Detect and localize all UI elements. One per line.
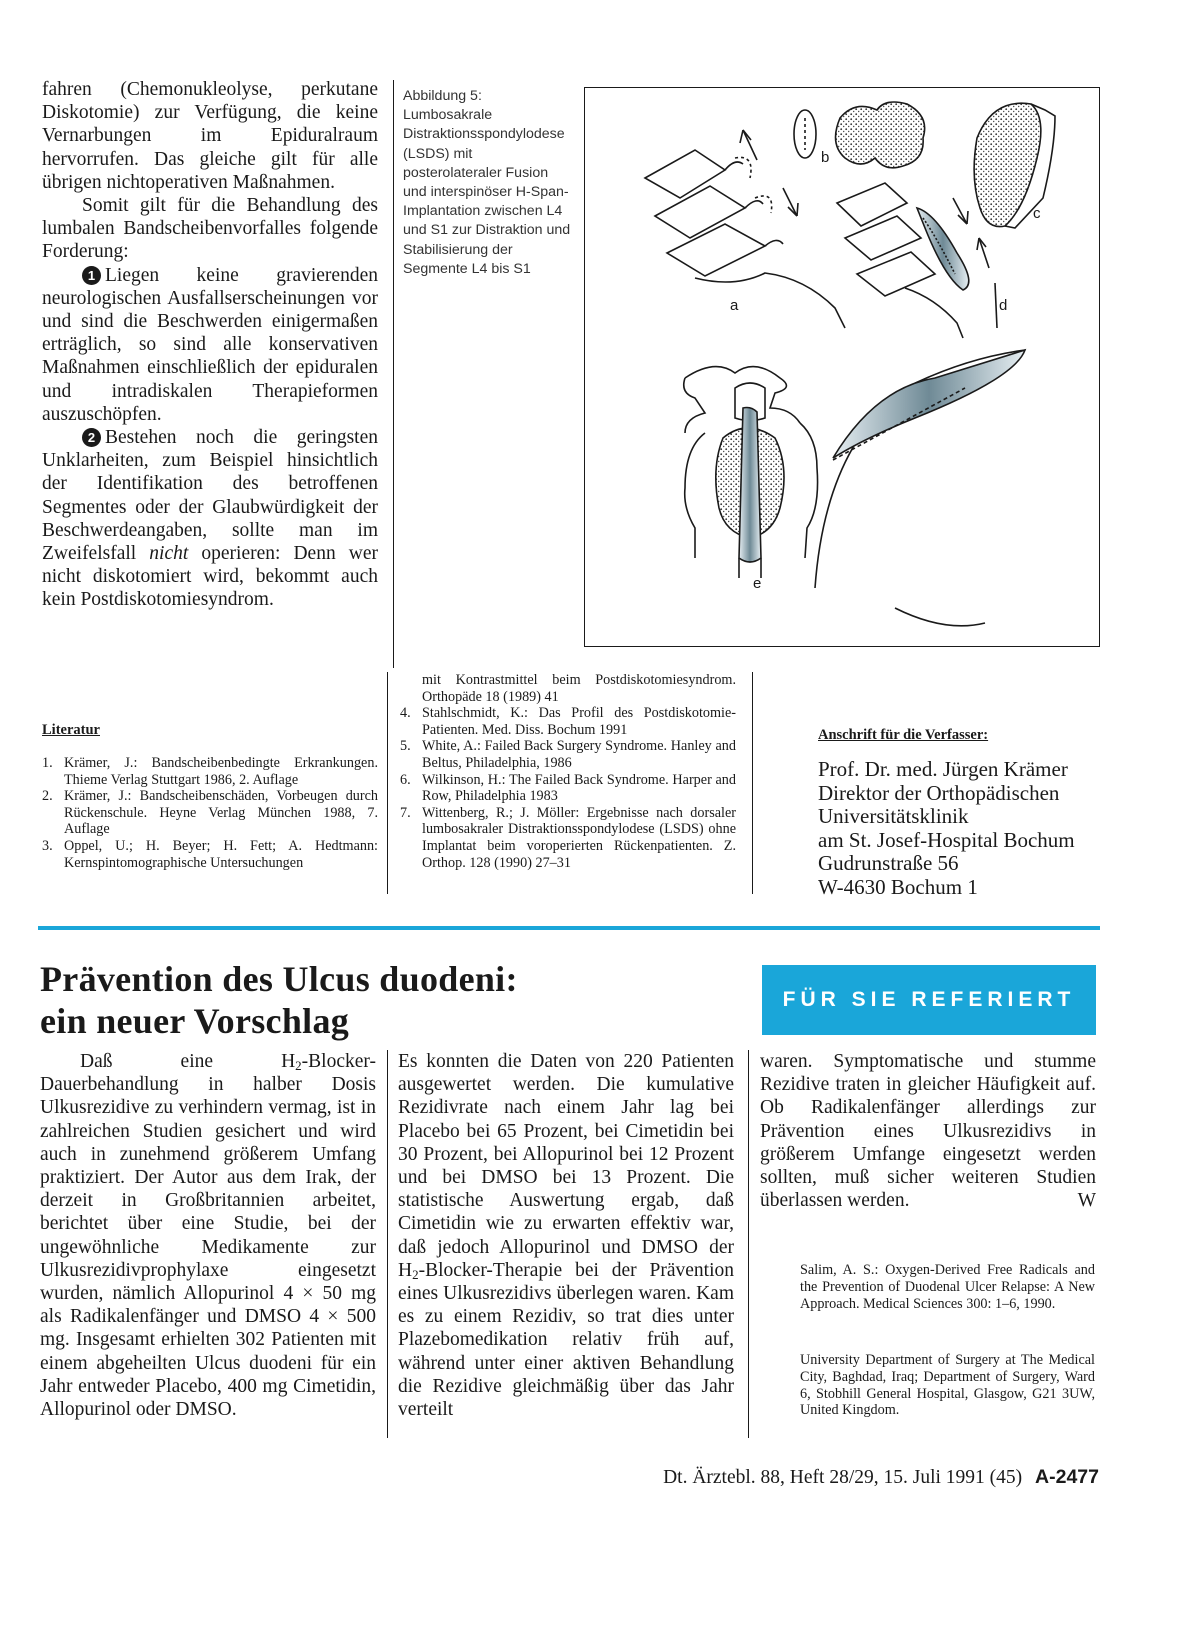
number-two-icon: 2 bbox=[82, 428, 101, 447]
reference-list-continued bbox=[400, 672, 736, 871]
article-headline: Prävention des Ulcus duodeni: ein neuer Vorschlag bbox=[40, 959, 518, 1041]
paragraph-text: Liegen keine gravierenden neurologischen Ausfallserscheinungen vor und sind die Beschwerden einigermaßen erträglich, so sind alle konservativen Maßnahmen einschließlich der epiduralen und intradiskalen Therapieformen auszuschöpfen. bbox=[42, 264, 378, 425]
figure-label-d: d bbox=[999, 297, 1008, 314]
column-divider bbox=[387, 1050, 388, 1438]
emphasis: nicht bbox=[149, 543, 189, 565]
paragraph: Daß eine $H_2-Blocker$-Dauerbehandlung in halber Dosis Ulkusrezidive zu verhindern vermag, ist in zahlreichen Studien gesichert und wird auch in zunehmend größerem Umfang praktiziert. Der Autor aus dem Irak, der derzeit in Großbritannien arbeitet, berichtet über eine Studie, bei der ungewöhnliche Medikamente zur Ulkusrezidivprophylaxe eingesetzt wurden, nämlich Allopurinol 4 × 50 mg als Radikalenfänger und DMSO 4 × 500 mg. Insgesamt erhielten 302 Patienten mit einem abgeheilten Ulcus duodeni für ein Jahr entweder Placebo, 400 mg Cimetidin, Allopurinol oder DMSO. bbox=[40, 1051, 376, 1421]
reference-item: 5. White, A.: Failed Back Surgery Syndrome. Hanley and Beltus, Philadelphia, 1986 bbox=[400, 738, 736, 771]
literatur-heading: Literatur bbox=[42, 722, 100, 738]
column-divider bbox=[393, 80, 394, 668]
author-affiliation: University Department of Surgery at The Medical City, Baghdad, Iraq; Department of Surgery, Ward 6, Stobhill General Hospital, Glasgow, G21 3UW, United Kingdom. bbox=[800, 1352, 1095, 1419]
page-footer bbox=[663, 1466, 1099, 1489]
reference-item: 1. Krämer, J.: Bandscheibenbedingte Erkrankungen. Thieme Verlag Stuttgart 1986, 2. Auflage bbox=[42, 755, 378, 788]
reference-list bbox=[42, 755, 378, 871]
reference-item: 2. Krämer, J.: Bandscheibenschäden, Vorbeugen durch Rückenschule. Heyne Verlag München 1988, 7. Auflage bbox=[42, 788, 378, 838]
paragraph bbox=[42, 264, 378, 426]
paragraph-text: operieren: Denn wer nicht diskotomiert wird, bekommt auch kein Postdiskotomiesyndrom. bbox=[42, 543, 379, 611]
figure-label-c: c bbox=[1033, 205, 1041, 222]
article1-column1 bbox=[42, 78, 378, 612]
author-signature: W bbox=[1077, 1190, 1096, 1212]
article2-column1 bbox=[40, 1050, 376, 1421]
reference-item: 6. Wilkinson, H.: The Failed Back Syndrome. Harper and Row, Philadelphia 1983 bbox=[400, 771, 736, 805]
figure-label-a: a bbox=[730, 297, 739, 314]
spine-drawing bbox=[585, 88, 1097, 644]
reference-list bbox=[400, 705, 736, 871]
journal-reference: Dt. Ärztebl. 88, Heft 28/29, 15. Juli 1991 (45) bbox=[663, 1467, 1023, 1488]
column-divider bbox=[387, 672, 388, 894]
reference-continuation: mit Kontrastmittel beim Postdiskotomiesyndrom. Orthopäde 18 (1989) 41 bbox=[422, 672, 736, 705]
paragraph: waren. Symptomatische und stumme Rezidive traten in gleicher Häufigkeit auf. Ob Radikalenfänger allerdings zur Prävention eines Ulkusrezidivs in größerem Umfange eingesetzt werden sollten, muß sicher weiteren Studien überlassen werden. bbox=[760, 1051, 1096, 1212]
reference-item: 7. Wittenberg, R.; J. Möller: Ergebnisse nach dorsaler lumbosakraler Distraktionsspondylodese (LSDS) ohne Implantat beim voroperierten Rückenpatienten. Z. Orthop. 128 (1990) 27–31 bbox=[400, 804, 736, 871]
paragraph: fahren (Chemonukleolyse, perkutane Diskotomie) zur Verfügung, die keine Vernarbungen im Epiduralraum hervorrufen. Das gleiche gilt für alle übrigen nichtoperativen Maßnahmen. bbox=[42, 79, 378, 193]
page-number: A-2477 bbox=[1035, 1466, 1099, 1488]
paragraph-text: Bestehen noch die geringsten Unklarheiten, zum Beispiel hinsichtlich der Identifikation des betroffenen Segmentes oder der Glaubwürdigkeit der Beschwerdeangaben, sollte man im Zweifelsfall bbox=[42, 427, 378, 565]
number-one-icon: 1 bbox=[82, 266, 101, 285]
reference-item: 4. Stahlschmidt, K.: Das Profil des Postdiskotomie-Patienten. Med. Diss. Bochum 1991 bbox=[400, 705, 736, 738]
column-divider bbox=[752, 672, 753, 894]
column-divider bbox=[748, 1050, 749, 1438]
reference-item: 3. Oppel, U.; H. Beyer; H. Fett; A. Hedtmann: Kernspintomographische Untersuchungen bbox=[42, 837, 378, 871]
source-citation: Salim, A. S.: Oxygen-Derived Free Radicals and the Prevention of Duodenal Ulcer Relapse: A New Approach. Medical Sciences 300: 1–6, 1990. bbox=[800, 1262, 1095, 1312]
address-lines: Prof. Dr. med. Jürgen Krämer Direktor der Orthopädischen Universitätsklinik am St. Josef-Hospital Bochum Gudrunstraße 56 W-4630 Bochum 1 bbox=[818, 757, 1075, 899]
paragraph bbox=[42, 426, 378, 612]
literatur-section bbox=[42, 722, 378, 871]
article2-column2 bbox=[398, 1050, 734, 1421]
figure-label-b: b bbox=[821, 149, 830, 166]
section-banner: FÜR SIE REFERIERT bbox=[762, 965, 1096, 1035]
figure-5-illustration bbox=[584, 87, 1100, 647]
article2-column3 bbox=[760, 1050, 1096, 1213]
section-separator bbox=[38, 926, 1100, 930]
address-heading: Anschrift für die Verfasser: bbox=[818, 727, 989, 743]
author-address bbox=[818, 727, 1118, 899]
figure-label-e: e bbox=[753, 575, 762, 592]
figure-caption: Abbildung 5: Lumbosakrale Distraktionsspondylodese (LSDS) mit posterolateraler Fusion und interspinöser H-Span-Implantation zwischen L4 und S1 zur Distraktion und Stabilisierung der Segmente L4 bis S1 bbox=[403, 88, 571, 277]
paragraph: Somit gilt für die Behandlung des lumbalen Bandscheibenvorfalles folgende Forderung: bbox=[42, 195, 378, 263]
paragraph: Es konnten die Daten von 220 Patienten ausgewertet werden. Die kumulative Rezidivrate nach einem Jahr lag bei Placebo bei 65 Prozent, bei Cimetidin bei 30 Prozent, bei Allopurinol bei 12 Prozent und bei DMSO bei 13 Prozent. Die statistische Auswertung ergab, daß Cimetidin wie zu erwarten effektiv war, daß jedoch Allopurinol und DMSO der $H_2-Blocker$-Therapie bei der Prävention eines Ulkusrezidivs überlegen waren. Kam es zu einem Rezidiv, so trat dies unter Plazebomedikation relativ früh auf, während unter einer aktiven Behandlung die Rezidive gleichmäßig über das Jahr verteilt bbox=[398, 1051, 734, 1421]
